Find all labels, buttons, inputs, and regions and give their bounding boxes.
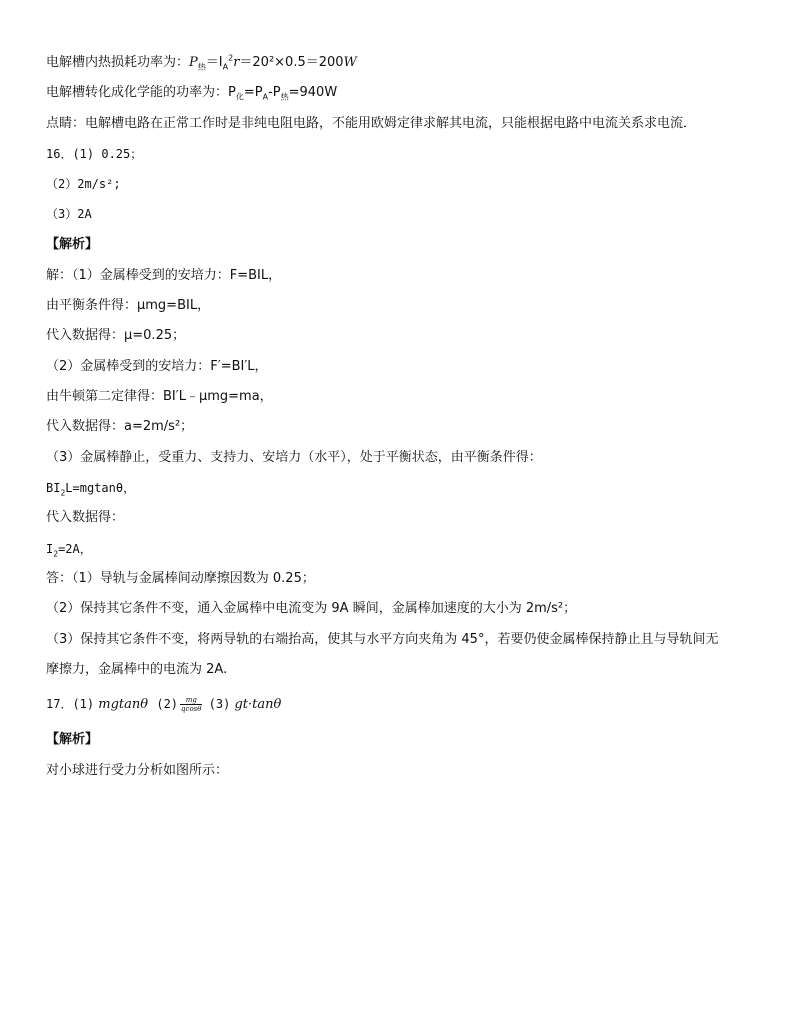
answer-line-4: 摩擦力，金属棒中的电流为 2A. bbox=[46, 662, 228, 677]
solution-line-4: （2）金属棒受到的安培力：F′=BI′L， bbox=[46, 359, 268, 374]
analysis-heading-2: 【解析】 bbox=[46, 732, 99, 747]
force-analysis-line: 对小球进行受力分析如图所示： bbox=[46, 763, 229, 778]
fraction-mg-over-qcos: $\frac{mg}{qcos\theta}$ bbox=[181, 696, 202, 713]
solution-line-2: 由平衡条件得：μmg=BIL， bbox=[46, 298, 211, 313]
solution-line-1: 解：（1）金属棒受到的安培力：F=BIL， bbox=[46, 268, 282, 283]
q17-answers: 17．(1) mgtanθ (2) $\frac{mg}{qcos\theta}$ (3) gt·tanθ bbox=[46, 696, 282, 713]
solution-line-7: （3）金属棒静止，受重力、支持力、安培力（水平），处于平衡状态，由平衡条件得： bbox=[46, 450, 542, 465]
chemical-power-line: 电解槽转化成化学能的功率为：$P_化=P_A-P_热=940W$ bbox=[46, 85, 338, 102]
q16-answer-3: （3）2A bbox=[46, 207, 92, 221]
answer-line-3: （3）保持其它条件不变，将两导轨的右端抬高，使其与水平方向夹角为 45°，若要仍使金属棒保持静止且与导轨间无 bbox=[46, 632, 719, 647]
answer-line-1: 答：（1）导轨与金属棒间动摩擦因数为 0.25； bbox=[46, 571, 315, 586]
q16-answer-1: 16．(1) 0.25； bbox=[46, 147, 143, 161]
equation-i2: $I_2=2A$， bbox=[46, 542, 92, 559]
solution-line-5: 由牛顿第二定律得：BI′L﹣μmg=ma， bbox=[46, 389, 273, 404]
equation-bi2l: $BI_2L=mgtan\theta$， bbox=[46, 481, 136, 498]
solution-line-9: 代入数据得： bbox=[46, 510, 125, 525]
analysis-heading: 【解析】 bbox=[46, 237, 99, 252]
answer-line-2: （2）保持其它条件不变，通入金属棒中电流变为 9A 瞬间，金属棒加速度的大小为 2m/s²； bbox=[46, 601, 577, 616]
solution-line-3: 代入数据得：μ=0.25； bbox=[46, 328, 186, 343]
tip-line: 点睛：电解槽电路在正常工作时是非纯电阻电路，不能用欧姆定律求解其电流，只能根据电路中电流关系求电流． bbox=[46, 116, 697, 131]
solution-line-6: 代入数据得：a=2m/s²； bbox=[46, 419, 194, 434]
heat-power-line: 电解槽内热损耗功率为：$P_热=I_A^2r=20^2\times 0.5=200W$ bbox=[46, 53, 357, 72]
q16-answer-2: （2）2m/s²; bbox=[46, 177, 121, 191]
